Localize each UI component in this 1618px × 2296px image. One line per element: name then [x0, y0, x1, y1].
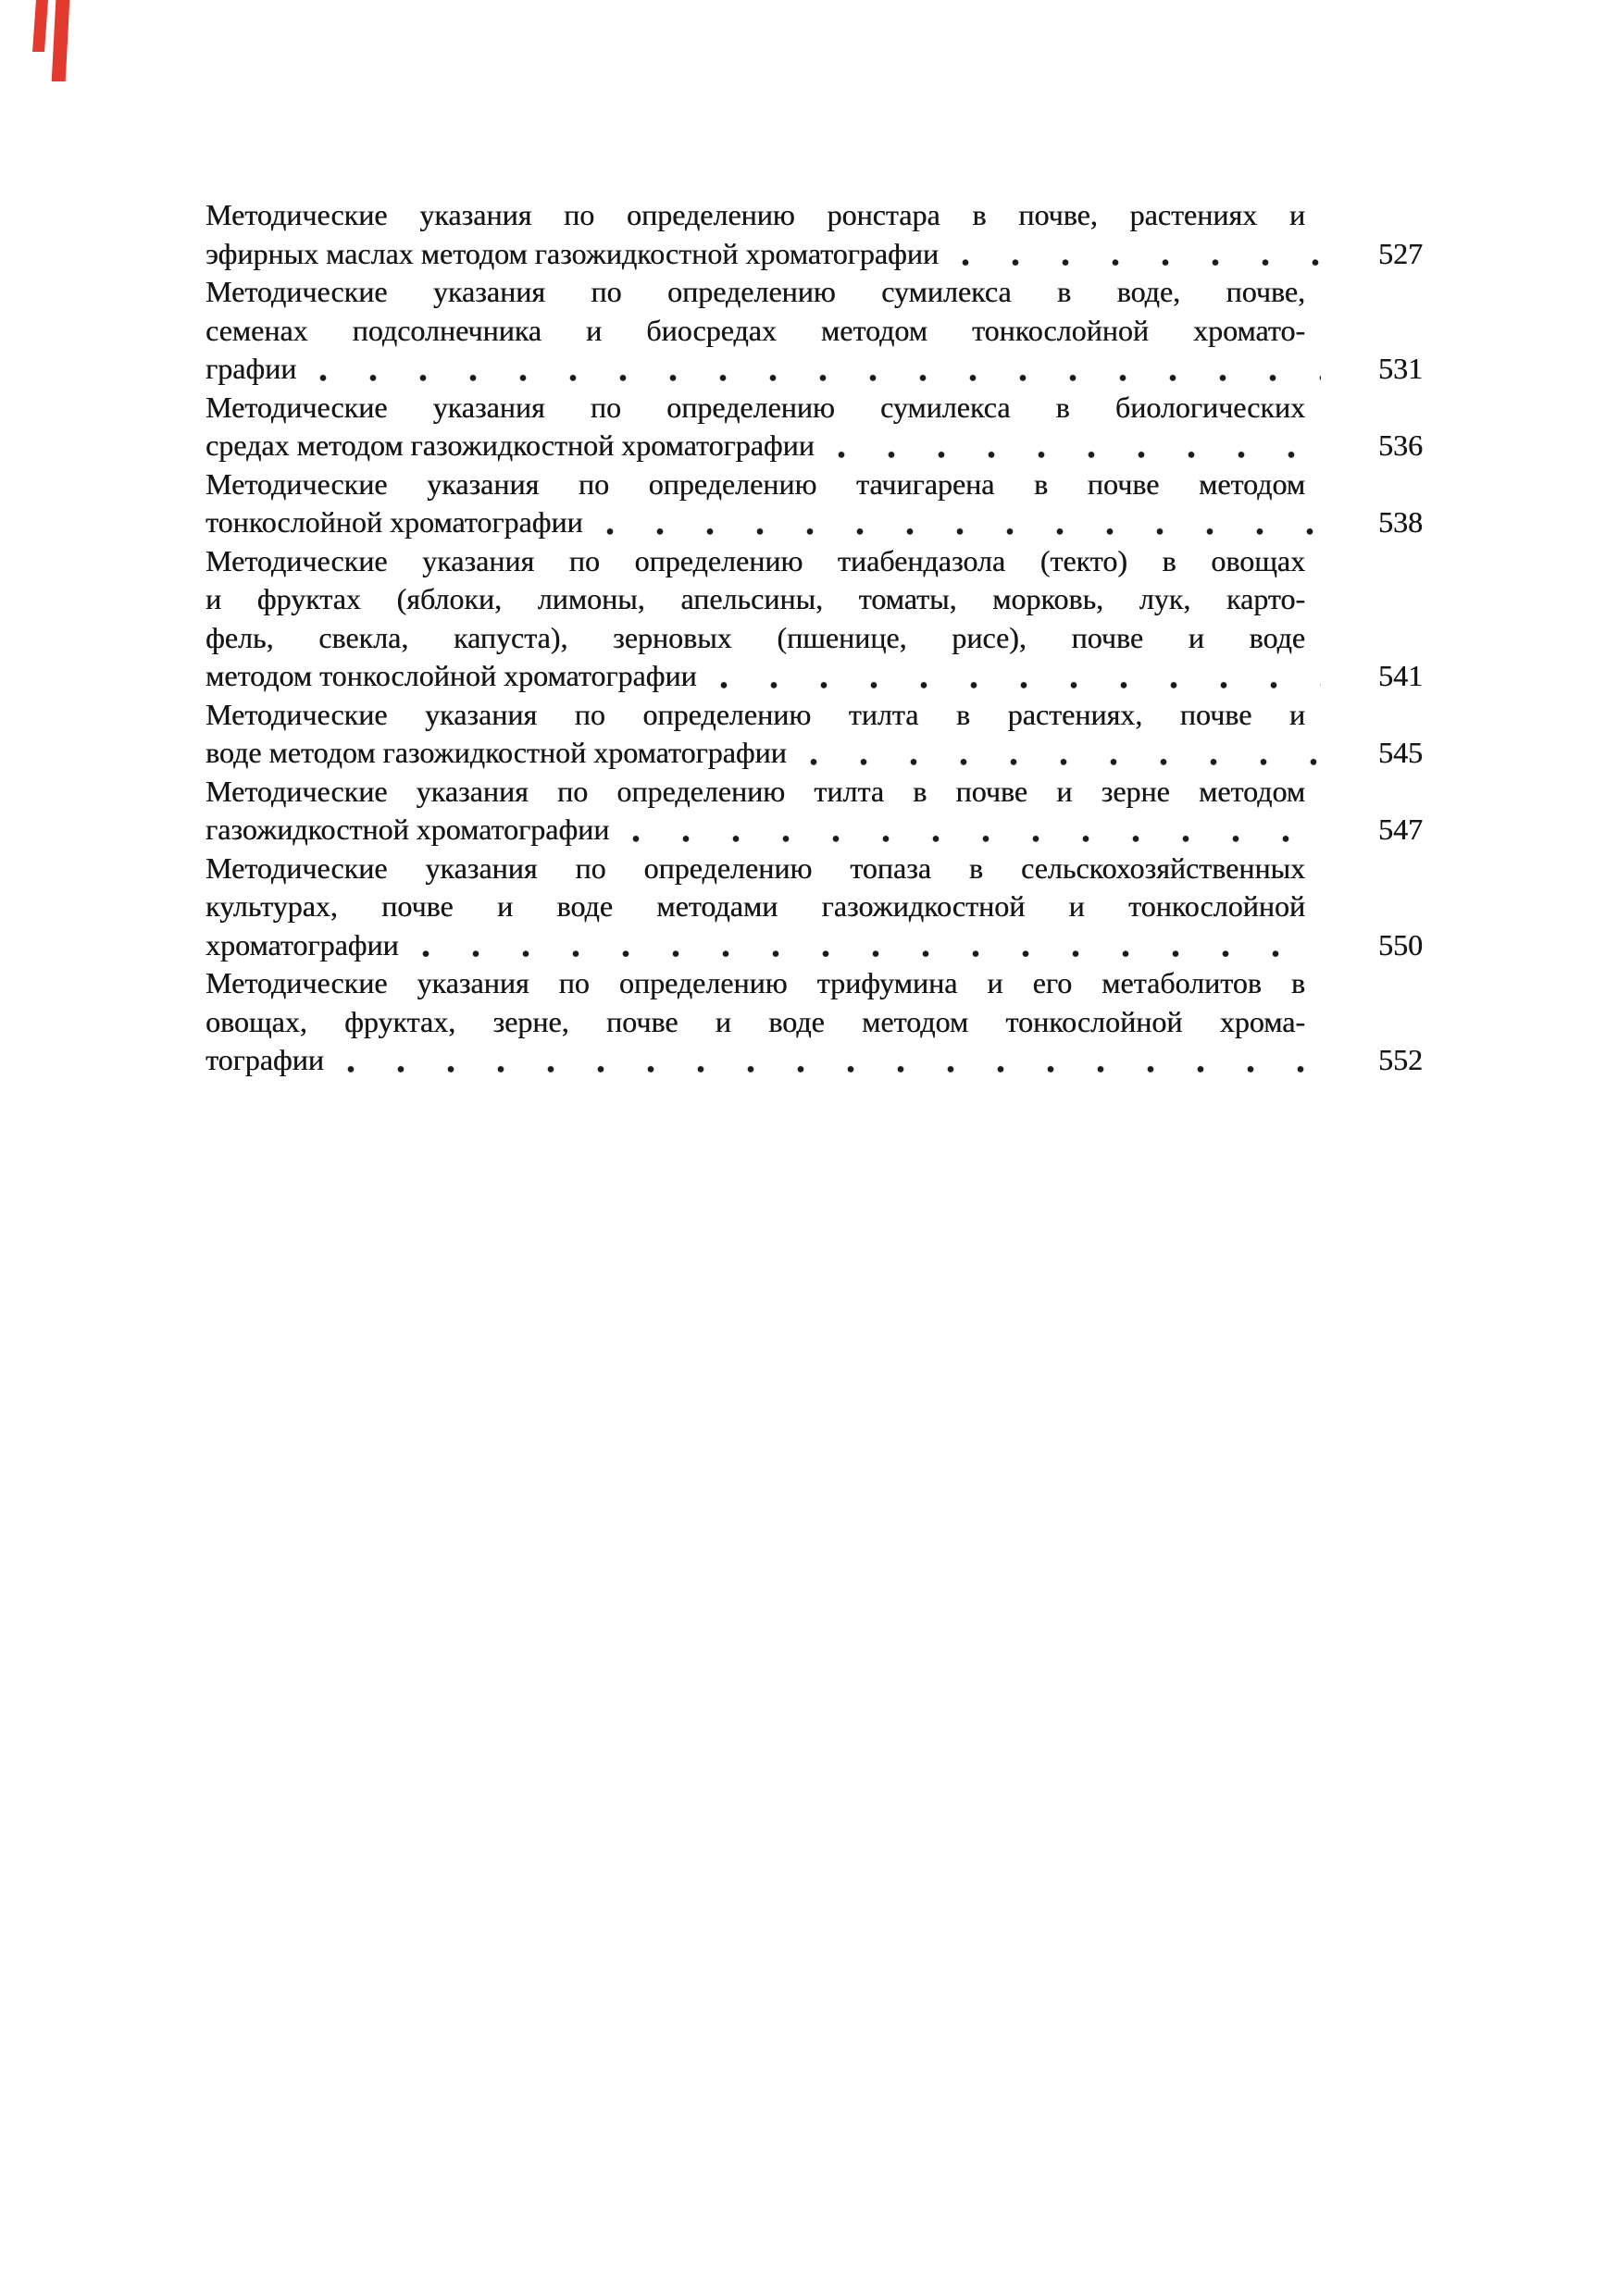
page-number: 531 [1378, 352, 1423, 385]
dot-leader [809, 734, 1321, 773]
toc-entry-last-line [205, 657, 1423, 696]
page-number: 545 [1378, 736, 1423, 769]
toc-entry [205, 696, 1423, 773]
toc-entry-line: Методические указания по определению тачигарена в почве методом [205, 466, 1305, 501]
red-pen-mark [52, 0, 70, 81]
dot-leader [837, 427, 1321, 465]
toc-entry-line: Методические указания по определению тиабендазола (текто) в овощах [205, 543, 1305, 577]
toc-entry-line: и фруктах (яблоки, лимоны, апельсины, томаты, морковь, лук, карто- [205, 582, 1305, 615]
toc-entry [205, 273, 1423, 389]
toc-entry [205, 964, 1423, 1080]
toc-entry-text: эфирных маслах методом газожидкостной хроматографии [205, 236, 939, 270]
dot-leader [961, 235, 1321, 274]
toc-entry-text: тонкослойной хроматографии [205, 505, 583, 539]
page-number: 552 [1378, 1043, 1423, 1076]
dot-leader [631, 811, 1321, 850]
page-number: 538 [1378, 505, 1423, 539]
dot-leader [421, 926, 1321, 965]
dot-leader [719, 657, 1321, 696]
page-number: 536 [1378, 428, 1423, 462]
page-number: 541 [1378, 659, 1423, 692]
toc-entry-line: Методические указания по определению тилта в растениях, почве и [205, 697, 1305, 731]
page-number: 527 [1378, 236, 1423, 270]
toc-entry-last-line [205, 427, 1423, 465]
red-pen-mark [32, 0, 48, 52]
page-number: 547 [1378, 813, 1423, 846]
toc-entry-text: средах методом газожидкостной хроматографии [205, 428, 815, 462]
toc-entry [205, 389, 1423, 465]
toc-entry-line: Методические указания по определению сумилекса в воде, почве, [205, 275, 1305, 308]
toc-entry-last-line [205, 503, 1423, 542]
toc-entry-text: хроматографии [205, 927, 399, 962]
toc-entry-text: тографии [205, 1043, 324, 1076]
dot-leader [346, 1041, 1321, 1080]
toc-entry-last-line [205, 1041, 1423, 1080]
toc-entry-text: методом тонкослойной хроматографии [205, 659, 697, 692]
toc-entry-text: графии [205, 352, 297, 385]
toc-entry-last-line [205, 811, 1423, 850]
toc-entry-last-line [205, 235, 1423, 274]
toc-entry [205, 542, 1423, 696]
toc-entry-line: Методические указания по определению ронстара в почве, растениях и [205, 198, 1305, 231]
dot-leader [605, 503, 1321, 542]
toc-entry [205, 773, 1423, 850]
toc-entry-text: воде методом газожидкостной хроматографии [205, 736, 787, 769]
toc-entry-line: Методические указания по определению сумилекса в биологических [205, 390, 1305, 424]
toc-entry-line: Методические указания по определению трифумина и его метаболитов в [205, 966, 1305, 999]
toc-entry-line: семенах подсолнечника и биосредах методом тонкослойной хромато- [205, 313, 1305, 347]
toc-entry-last-line [205, 350, 1423, 389]
toc-entry-text: газожидкостной хроматографии [205, 813, 610, 846]
toc-entry-line: фель, свекла, капуста), зерновых (пшенице, рисе), почве и воде [205, 620, 1305, 654]
toc-entry-line: Методические указания по определению топаза в сельскохозяйственных [205, 850, 1305, 885]
page-number: 550 [1378, 927, 1423, 962]
toc-entry [205, 850, 1423, 965]
toc-entry-last-line [205, 734, 1423, 773]
dot-leader [318, 350, 1321, 389]
toc-entry-line: овощах, фруктах, зерне, почве и воде методом тонкослойной хрома- [205, 1004, 1305, 1038]
toc-entry-last-line [205, 926, 1423, 965]
table-of-contents [205, 196, 1423, 1080]
toc-entry [205, 196, 1423, 273]
toc-entry-line: Методические указания по определению тилта в почве и зерне методом [205, 774, 1305, 808]
toc-entry-line: культурах, почве и воде методами газожидкостной и тонкослойной [205, 889, 1305, 923]
toc-entry [205, 465, 1423, 542]
